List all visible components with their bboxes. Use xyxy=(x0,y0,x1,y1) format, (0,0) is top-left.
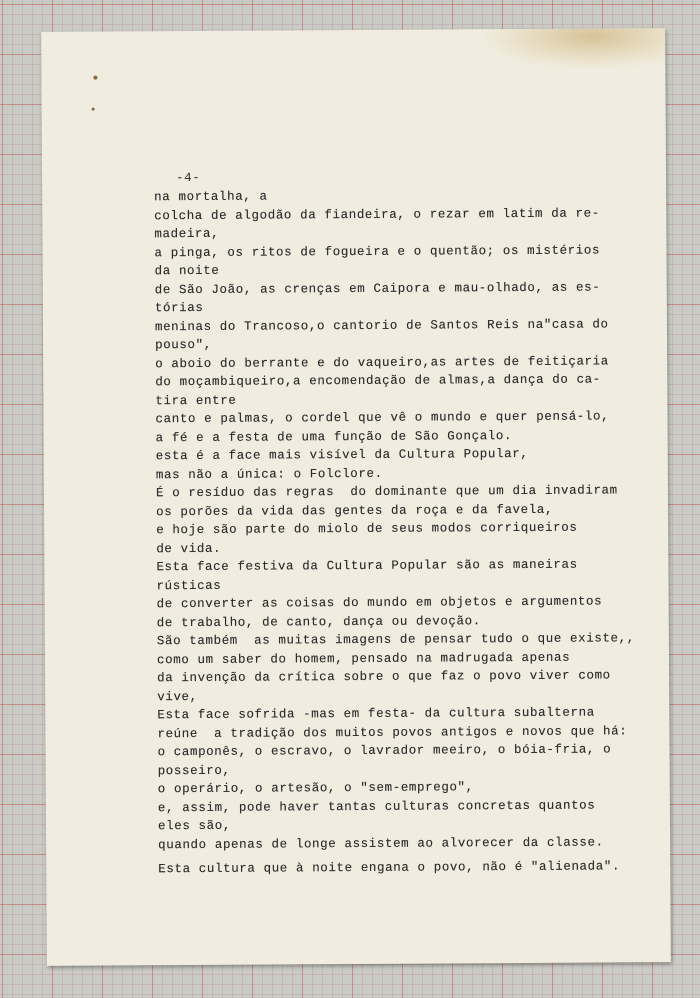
text-line: mas não a única: o Folclore. xyxy=(155,466,383,482)
text-line: de vida. xyxy=(156,541,222,556)
text-line: tórias xyxy=(154,300,204,316)
text-line: como um saber do homem, pensado na madrugada apenas xyxy=(156,650,571,667)
ink-spot xyxy=(93,76,97,80)
text-line: rústicas xyxy=(156,578,222,593)
text-line: meninas do Trancoso,o cantorio de Santos Reis na"casa do xyxy=(154,316,609,334)
text-line: Esta cultura que à noite engana o povo, não é "alienada". xyxy=(158,859,621,877)
text-line: canto e palmas, o cordel que vê o mundo e quer pensá-lo, xyxy=(155,409,610,427)
page-number: -4- xyxy=(176,170,201,186)
text-line: os porões da vida das gentes da roça e da favela, xyxy=(156,502,554,519)
paper-stain xyxy=(485,28,665,69)
text-line: o camponês, o escravo, o lavrador meeiro, o bóia-fria, o xyxy=(157,742,612,760)
text-line: na mortalha, a xyxy=(154,189,268,205)
text-line: Esta face sofrida -mas em festa- da cultura subalterna xyxy=(157,705,595,723)
text-line: de trabalho, de canto, dança ou devoção. xyxy=(156,613,481,630)
text-line: pouso", xyxy=(155,337,212,353)
text-line: da invenção da crítica sobre o que faz o povo viver como xyxy=(157,668,611,686)
text-line: tira entre xyxy=(155,393,237,408)
text-line: eles são, xyxy=(157,818,231,834)
text-line: e, assim, pode haver tantas culturas concretas quantos xyxy=(157,798,596,815)
text-line: madeira, xyxy=(154,226,220,242)
text-line: posseiro, xyxy=(157,763,231,778)
text-line: esta é a face mais visível da Cultura Popular, xyxy=(155,446,529,464)
text-line: do moçambiqueiro,a encomendação de almas,a dança do ca- xyxy=(155,372,601,390)
text-line: de converter as coisas do mundo em objetos e argumentos xyxy=(156,594,603,612)
typewritten-text xyxy=(154,185,658,879)
text-line: de São João, as crenças em Caipora e mau-olhado, as es- xyxy=(154,280,601,297)
text-line: É o resíduo das regras do dominante que um dia invadiram xyxy=(155,483,618,501)
ink-spot xyxy=(92,108,95,111)
text-line: São também as muitas imagens de pensar tudo o que existe,, xyxy=(156,631,635,649)
text-line: quando apenas de longe assistem ao alvorecer da classe. xyxy=(158,834,604,852)
text-line: o operário, o artesão, o "sem-emprego", xyxy=(157,780,474,797)
text-line: e hoje são parte do miolo de seus modos corriqueiros xyxy=(156,520,578,538)
text-line: Esta face festiva da Cultura Popular são as maneiras xyxy=(156,557,578,575)
text-line: a fé e a festa de uma função de São Gonçalo. xyxy=(155,428,513,445)
text-line: da noite xyxy=(154,263,220,279)
text-line: a pinga, os ritos de fogueira e o quentão; os mistérios xyxy=(154,243,601,260)
text-line: o aboio do berrante e do vaqueiro,as artes de feitiçaria xyxy=(155,353,609,371)
typewritten-page xyxy=(41,28,671,966)
text-line: colcha de algodão da fiandeira, o rezar em latim da re- xyxy=(154,206,600,223)
text-line: vive, xyxy=(157,689,198,704)
text-line: reúne a tradição dos muitos povos antigos e novos que há: xyxy=(157,723,628,741)
